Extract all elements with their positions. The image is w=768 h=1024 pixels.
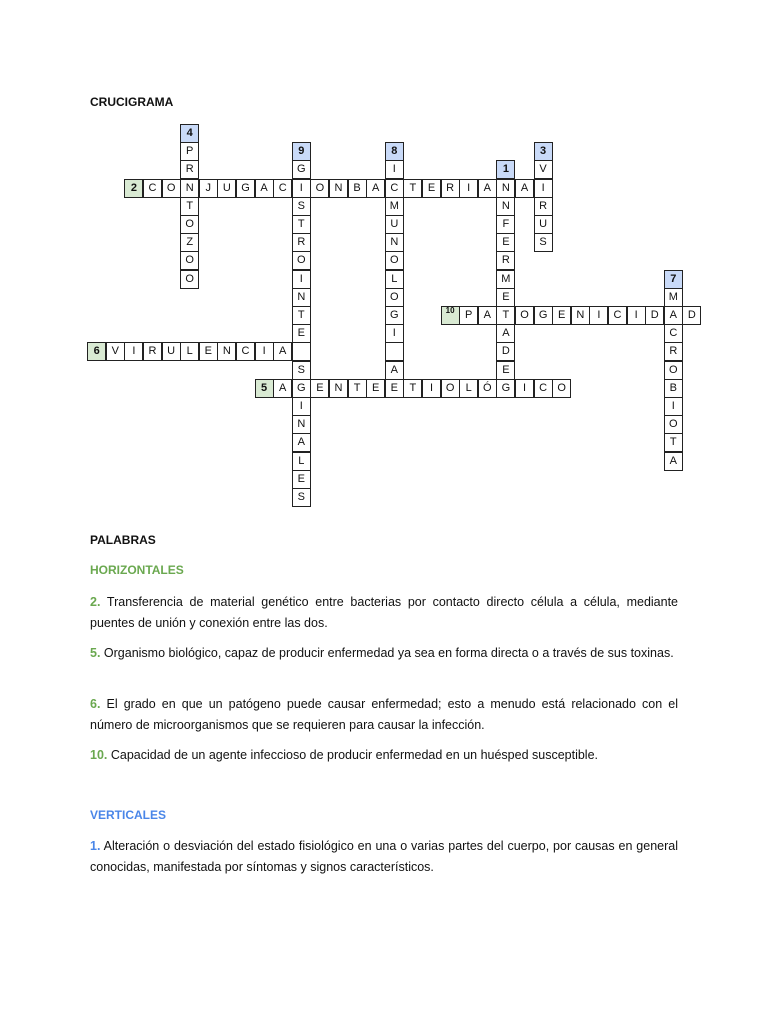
letter-cell: D xyxy=(496,342,515,361)
letter-cell: L xyxy=(459,379,478,398)
letter-cell: U xyxy=(385,215,404,234)
letter-cell: E xyxy=(292,324,311,343)
letter-cell: T xyxy=(403,179,422,198)
letter-cell: O xyxy=(162,179,181,198)
letter-cell: O xyxy=(664,415,683,434)
letter-cell: T xyxy=(348,379,367,398)
letter-cell: L xyxy=(385,270,404,289)
letter-cell: N xyxy=(571,306,590,325)
clue-number-cell: 4 xyxy=(180,124,199,143)
clue-number-cell: 7 xyxy=(664,270,683,289)
letter-cell: I xyxy=(385,324,404,343)
clue-number: 5. xyxy=(90,646,101,660)
letter-cell: I xyxy=(664,397,683,416)
letter-cell: E xyxy=(496,288,515,307)
clue-across-10 xyxy=(90,745,678,766)
letter-cell: O xyxy=(310,179,329,198)
letter-cell: E xyxy=(552,306,571,325)
letter-cell: R xyxy=(441,179,460,198)
letter-cell: R xyxy=(143,342,162,361)
clue-text: El grado en que un patógeno puede causar enfermedad; esto a menudo está relacionado con el número de microorganismos que se requieren para causar la infección. xyxy=(90,697,678,732)
clue-across-6 xyxy=(90,694,678,736)
letter-cell: G xyxy=(236,179,255,198)
letter-cell: V xyxy=(534,160,553,179)
clue-number-cell: 2 xyxy=(124,179,143,198)
verticales-heading: VERTICALES xyxy=(90,808,167,822)
letter-cell: R xyxy=(496,251,515,270)
letter-cell: N xyxy=(292,415,311,434)
clue-number-cell: 6 xyxy=(87,342,106,361)
letter-cell: N xyxy=(496,197,515,216)
letter-cell: I xyxy=(385,160,404,179)
letter-cell: D xyxy=(682,306,701,325)
clue-across-5 xyxy=(90,643,678,664)
letter-cell: M xyxy=(664,288,683,307)
clue-number: 1. xyxy=(90,839,101,853)
letter-cell: C xyxy=(608,306,627,325)
letter-cell: O xyxy=(180,270,199,289)
letter-cell: C xyxy=(534,379,553,398)
letter-cell: R xyxy=(534,197,553,216)
letter-cell: Ó xyxy=(478,379,497,398)
clue-text: Organismo biológico, capaz de producir enfermedad ya sea en forma directa o a través de sus toxinas. xyxy=(100,646,674,660)
letter-cell: S xyxy=(292,488,311,507)
letter-cell: G xyxy=(385,306,404,325)
letter-cell: A xyxy=(385,361,404,380)
letter-cell: O xyxy=(552,379,571,398)
letter-cell: O xyxy=(664,361,683,380)
letter-cell: R xyxy=(292,233,311,252)
letter-cell: O xyxy=(180,215,199,234)
clue-down-1 xyxy=(90,836,678,878)
letter-cell: C xyxy=(143,179,162,198)
letter-cell: C xyxy=(236,342,255,361)
letter-cell: A xyxy=(478,306,497,325)
letter-cell: A xyxy=(664,306,683,325)
letter-cell: T xyxy=(496,306,515,325)
letter-cell: I xyxy=(515,379,534,398)
letter-cell: G xyxy=(534,306,553,325)
letter-cell: G xyxy=(292,379,311,398)
letter-cell: T xyxy=(664,433,683,452)
letter-cell: D xyxy=(645,306,664,325)
letter-cell: U xyxy=(162,342,181,361)
letter-cell: E xyxy=(366,379,385,398)
letter-cell: O xyxy=(385,251,404,270)
letter-cell xyxy=(292,342,311,361)
letter-cell: A xyxy=(515,179,534,198)
letter-cell: O xyxy=(385,288,404,307)
letter-cell: I xyxy=(292,397,311,416)
letter-cell: C xyxy=(273,179,292,198)
letter-cell: R xyxy=(180,160,199,179)
letter-cell: M xyxy=(385,197,404,216)
letter-cell: E xyxy=(385,379,404,398)
letter-cell: N xyxy=(496,179,515,198)
letter-cell: B xyxy=(664,379,683,398)
letter-cell: I xyxy=(627,306,646,325)
letter-cell: B xyxy=(348,179,367,198)
letter-cell: J xyxy=(199,179,218,198)
letter-cell: O xyxy=(180,251,199,270)
letter-cell: G xyxy=(496,379,515,398)
letter-cell: N xyxy=(180,179,199,198)
letter-cell: A xyxy=(273,379,292,398)
clue-across-2 xyxy=(90,592,678,634)
letter-cell: I xyxy=(589,306,608,325)
clue-text: Capacidad de un agente infeccioso de producir enfermedad en un huésped susceptible. xyxy=(107,748,599,762)
palabras-heading: PALABRAS xyxy=(90,533,156,547)
letter-cell: Z xyxy=(180,233,199,252)
letter-cell: N xyxy=(329,179,348,198)
letter-cell: I xyxy=(124,342,143,361)
letter-cell: T xyxy=(292,306,311,325)
letter-cell: O xyxy=(292,251,311,270)
letter-cell: S xyxy=(292,197,311,216)
clue-number: 6. xyxy=(90,697,101,711)
letter-cell: I xyxy=(292,179,311,198)
letter-cell: A xyxy=(255,179,274,198)
letter-cell: E xyxy=(310,379,329,398)
letter-cell: T xyxy=(403,379,422,398)
letter-cell: E xyxy=(292,470,311,489)
letter-cell: A xyxy=(366,179,385,198)
clue-number-cell: 10 xyxy=(441,306,460,325)
clue-text: Transferencia de material genético entre bacterias por contacto directo célula a célula, mediante puentes de unión y conexión entre las dos. xyxy=(90,595,678,630)
letter-cell: E xyxy=(496,233,515,252)
letter-cell: R xyxy=(664,342,683,361)
letter-cell: A xyxy=(292,433,311,452)
letter-cell: S xyxy=(534,233,553,252)
clue-number: 2. xyxy=(90,595,101,609)
letter-cell: E xyxy=(422,179,441,198)
clue-number-cell: 1 xyxy=(496,160,515,179)
letter-cell: N xyxy=(217,342,236,361)
letter-cell: U xyxy=(217,179,236,198)
clue-number-cell: 3 xyxy=(534,142,553,161)
page-title: CRUCIGRAMA xyxy=(90,95,174,109)
letter-cell: A xyxy=(273,342,292,361)
letter-cell: N xyxy=(329,379,348,398)
letter-cell: L xyxy=(180,342,199,361)
letter-cell: M xyxy=(496,270,515,289)
clue-number-cell: 5 xyxy=(255,379,274,398)
letter-cell: O xyxy=(515,306,534,325)
letter-cell: N xyxy=(385,233,404,252)
clue-text: Alteración o desviación del estado fisiológico en una o varias partes del cuerpo, por causas en general conocidas, manifestada por síntomas y signos característicos. xyxy=(90,839,678,874)
letter-cell: O xyxy=(441,379,460,398)
letter-cell: G xyxy=(292,160,311,179)
letter-cell: A xyxy=(478,179,497,198)
letter-cell: U xyxy=(534,215,553,234)
clue-number-cell: 8 xyxy=(385,142,404,161)
letter-cell: T xyxy=(292,215,311,234)
letter-cell: A xyxy=(496,324,515,343)
letter-cell xyxy=(385,342,404,361)
letter-cell: N xyxy=(292,288,311,307)
letter-cell: C xyxy=(385,179,404,198)
letter-cell: E xyxy=(199,342,218,361)
letter-cell: I xyxy=(292,270,311,289)
letter-cell: L xyxy=(292,452,311,471)
letter-cell: I xyxy=(459,179,478,198)
letter-cell: S xyxy=(292,361,311,380)
letter-cell: C xyxy=(664,324,683,343)
clue-number: 10. xyxy=(90,748,108,762)
horizontales-heading: HORIZONTALES xyxy=(90,563,184,577)
letter-cell: T xyxy=(180,197,199,216)
letter-cell: E xyxy=(496,361,515,380)
letter-cell: I xyxy=(534,179,553,198)
clue-number-cell: 9 xyxy=(292,142,311,161)
letter-cell: P xyxy=(459,306,478,325)
letter-cell: F xyxy=(496,215,515,234)
letter-cell: I xyxy=(422,379,441,398)
letter-cell: A xyxy=(664,452,683,471)
letter-cell: I xyxy=(255,342,274,361)
letter-cell: V xyxy=(106,342,125,361)
letter-cell: P xyxy=(180,142,199,161)
